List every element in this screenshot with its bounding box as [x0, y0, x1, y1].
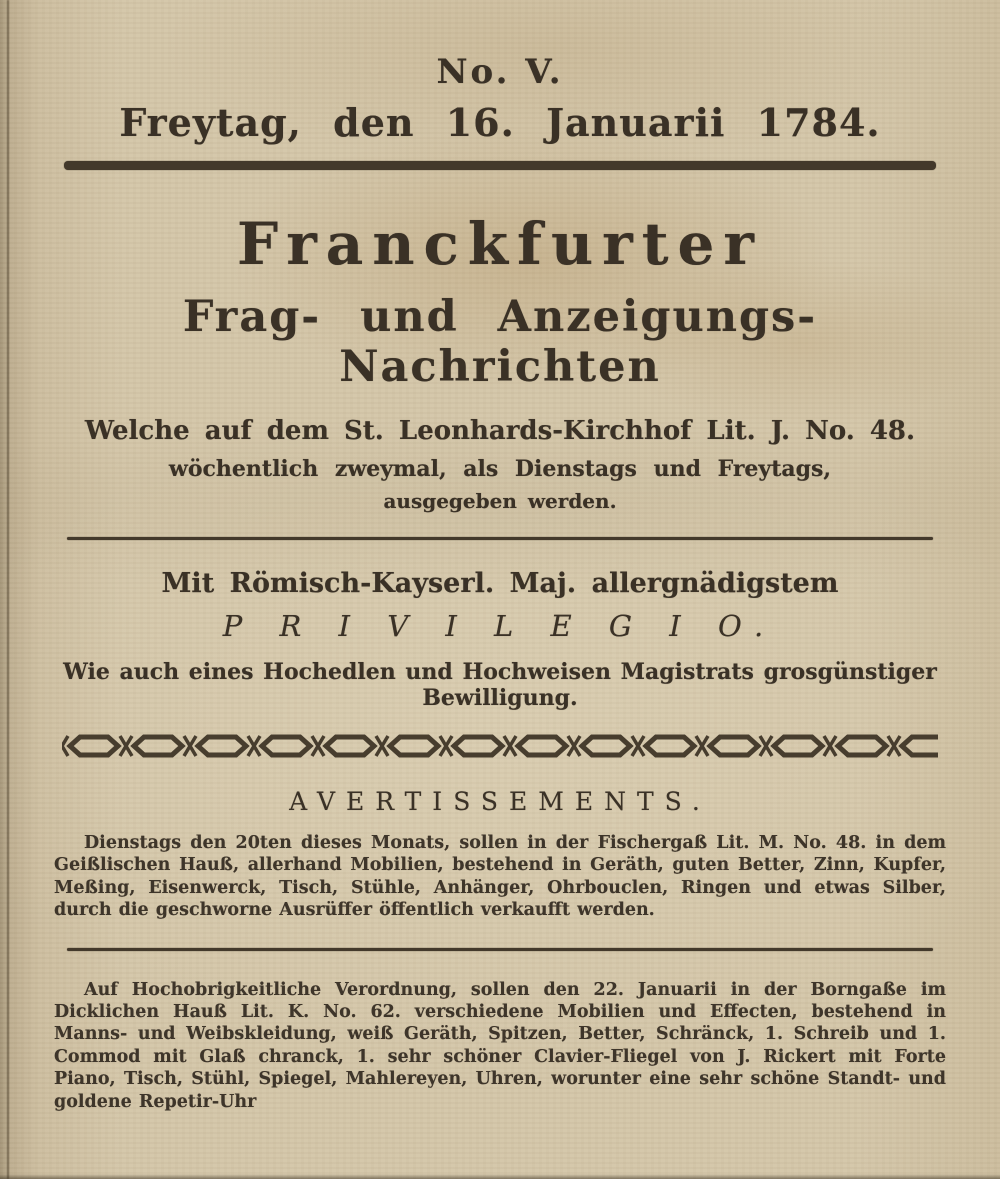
page-bottom-edge — [0, 1174, 1000, 1179]
newspaper-title: Franckfurter — [237, 210, 763, 278]
divider-rule-2 — [67, 948, 933, 951]
date-line: Freytag, den 16. Januarii 1784. — [119, 100, 881, 145]
privilege-line: Mit Römisch-Kayserl. Maj. allergnädigstem — [161, 568, 839, 599]
divider-rule — [67, 537, 933, 540]
magistrate-permission-line: Wie auch eines Hochedlen und Hochweisen Magistrats grosgünstiger Bewilligung. — [63, 659, 937, 711]
privilegio-line: P R I V I L E G I O. — [222, 609, 778, 643]
advertisement-paragraph-1: Dienstags den 20ten dieses Monats, sollen in der Fischergaß Lit. M. No. 48. in dem Geißlischen Hauß, allerhand Mobilien, bestehend in Geräth, guten Better, Zinn, Kupfer, Meßing, Eisenwerck, Tisch, Stühle, Anhänger, Ohrbouclen, Ringen und etwas Silber, durch die geschworne Ausrüffer öffentlich verkaufft werden. — [54, 833, 946, 921]
publisher-address-line: Welche auf dem St. Leonhards-Kirchhof Lit. J. No. 48. — [84, 416, 916, 446]
publication-schedule-line: wöchentlich zweymal, als Dienstags und Freytags, — [168, 456, 832, 482]
section-heading-avertissements: AVERTISSEMENTS. — [289, 787, 711, 816]
binding-crease — [7, 0, 9, 1179]
chain-ornament-border — [52, 731, 948, 761]
chain-braid-icon — [62, 731, 938, 761]
masthead-rule-top — [64, 161, 936, 170]
advertisement-paragraph-2: Auf Hochobrigkeitliche Verordnung, sollen den 22. Januarii in der Borngaße im Dicklichen Hauß Lit. K. No. 62. verschiedene Mobilien und Effecten, bestehend in Manns- und Weibskleidung, weiß Geräth, Spitzen, Better, Schränck, 1. Schreib und 1. Commod mit Glaß chranck, 1. sehr schöner Clavier-Fliegel von J. Rickert mit Forte Piano, Tisch, Stühl, Spiegel, Mahlereyen, Uhren, worunter eine sehr schöne Standt- und goldene Repetir-Uhr — [54, 979, 946, 1112]
newspaper-subtitle: Frag- und Anzeigungs-Nachrichten — [182, 292, 818, 392]
issue-number: No. V. — [436, 52, 564, 92]
publication-schedule-line2: ausgegeben werden. — [383, 489, 617, 513]
